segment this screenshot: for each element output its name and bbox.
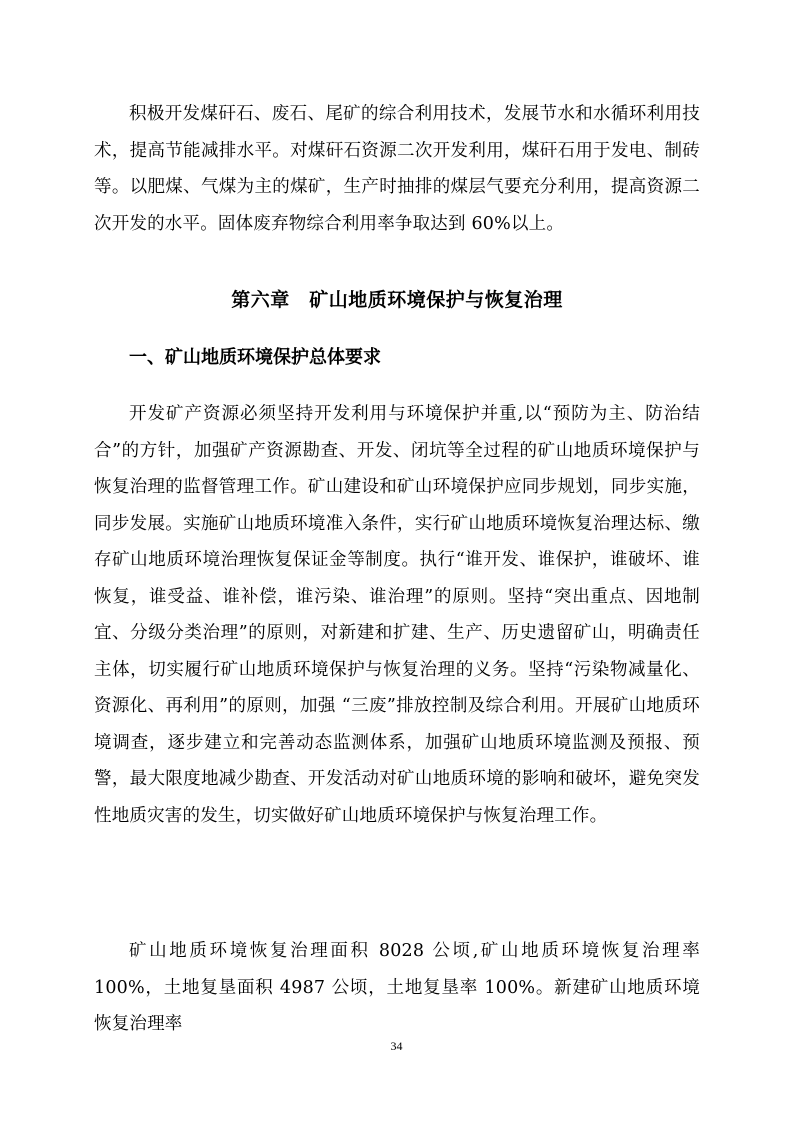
section-heading: 一、矿山地质环境保护总体要求 bbox=[129, 347, 381, 368]
chapter-title: 第六章 矿山地质环境保护与恢复治理 bbox=[231, 289, 563, 311]
paragraph-comprehensive-utilization: 积极开发煤矸石、废石、尾矿的综合利用技术，发展节水和水循环利用技术，提高节能减排水平。对煤矸石资源二次开发利用，煤矸石用于发电、制砖等。以肥煤、气煤为主的煤矿，生产时抽排的煤层气要充分利用，提高资源二次开发的水平。固体废弃物综合利用率争取达到 60%以上。 bbox=[94, 104, 700, 234]
paragraph-overall-requirements: 开发矿产资源必须坚持开发利用与环境保护并重,以“预防为主、防治结合”的方针，加强矿产资源勘查、开发、闭坑等全过程的矿山地质环境保护与恢复治理的监督管理工作。矿山建设和矿山环境保护应同步规划，同步实施，同步发展。实施矿山地质环境准入条件，实行矿山地质环境恢复治理达标、缴存矿山地质环境治理恢复保证金等制度。执行“谁开发、谁保护，谁破坏、谁恢复，谁受益、谁补偿，谁污染、谁治理”的原则。坚持“突出重点、因地制宜、分级分类治理”的原则，对新建和扩建、生产、历史遗留矿山，明确责任主体，切实履行矿山地质环境保护与恢复治理的义务。坚持“污染物减量化、资源化、再利用”的原则，加强 “三废”排放控制及综合利用。开展矿山地质环境调查，逐步建立和完善动态监测体系，加强矿山地质环境监测及预报、预警，最大限度地减少勘查、开发活动对矿山地质环境的影响和破坏，避免突发性地质灾害的发生，切实做好矿山地质环境保护与恢复治理工作。 bbox=[94, 404, 700, 826]
paragraph-restoration-targets: 矿山地质环境恢复治理面积 8028 公顷,矿山地质环境恢复治理率 100%，土地复垦面积 4987 公顷，土地复垦率 100%。新建矿山地质环境恢复治理率 bbox=[94, 941, 700, 1034]
page-number: 34 bbox=[390, 1039, 403, 1053]
